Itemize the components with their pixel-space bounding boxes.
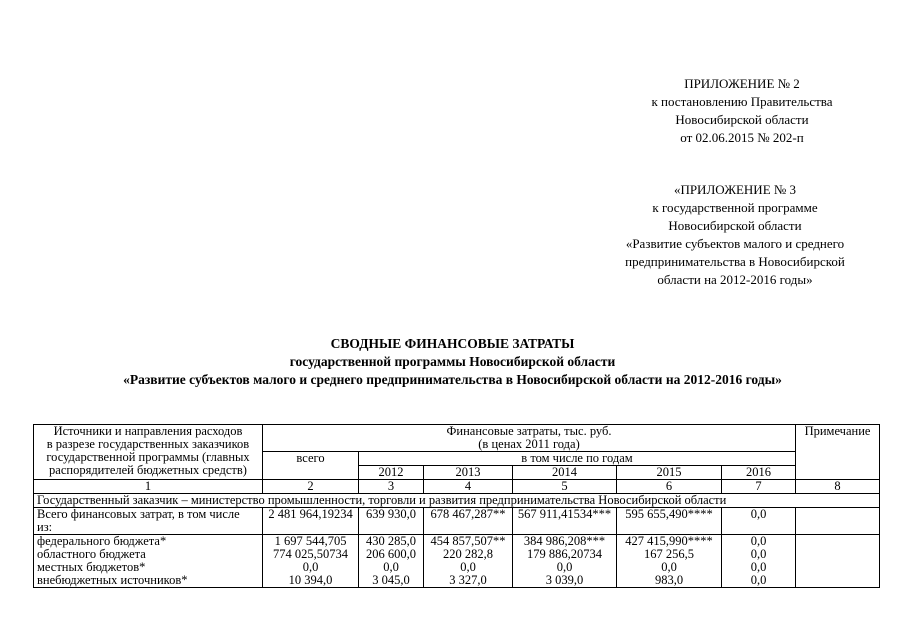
row-label: Всего финансовых затрат, в том числе из: [34, 508, 263, 535]
row-2013: 0,0 [424, 561, 513, 574]
row-2012: 206 600,0 [359, 548, 424, 561]
row-2016: 0,0 [722, 561, 796, 574]
title-line1: СВОДНЫЕ ФИНАНСОВЫЕ ЗАТРАТЫ [330, 336, 575, 351]
row-label: местных бюджетов* [34, 561, 263, 574]
row-2013: 220 282,8 [424, 548, 513, 561]
row-total: 10 394,0 [263, 574, 359, 588]
row-note [796, 535, 880, 549]
row-2012: 639 930,0 [359, 508, 424, 535]
row-2016: 0,0 [722, 548, 796, 561]
col-number: 3 [359, 480, 424, 494]
row-2016: 0,0 [722, 535, 796, 549]
row-2013: 3 327,0 [424, 574, 513, 588]
header-year-2013: 2013 [424, 466, 513, 480]
program-appendix-line4: «Развитие субъектов малого и среднего [625, 236, 845, 251]
row-2015: 595 655,490**** [617, 508, 722, 535]
col-number: 8 [796, 480, 880, 494]
row-2016: 0,0 [722, 508, 796, 535]
row-2015: 167 256,5 [617, 548, 722, 561]
header-sources: Источники и направления расходов в разрезе государственных заказчиков государственной программы (главных распорядителей бюджетных средств) [34, 425, 263, 480]
row-2012: 0,0 [359, 561, 424, 574]
row-label: федерального бюджета* [34, 535, 263, 549]
row-note [796, 574, 880, 588]
header-costs: Финансовые затраты, тыс. руб. (в ценах 2011 года) [263, 425, 796, 452]
row-total: 0,0 [263, 561, 359, 574]
row-total: 2 481 964,19234 [263, 508, 359, 535]
row-2014: 3 039,0 [513, 574, 617, 588]
col-number: 5 [513, 480, 617, 494]
header-note: Примечание [796, 425, 880, 480]
row-2013: 454 857,507** [424, 535, 513, 549]
title-line2: государственной программы Новосибирской области [289, 354, 616, 369]
row-total: 1 697 544,705 [263, 535, 359, 549]
table-row [34, 561, 880, 574]
row-note [796, 508, 880, 535]
row-2014: 384 986,208*** [513, 535, 617, 549]
row-total: 774 025,50734 [263, 548, 359, 561]
appendix-number: ПРИЛОЖЕНИЕ № 2 [684, 76, 800, 91]
row-note [796, 548, 880, 561]
appendix-to-decree: к постановлению Правительства [651, 94, 833, 109]
table-row [34, 574, 880, 588]
header-year-2016: 2016 [722, 466, 796, 480]
col-number: 6 [617, 480, 722, 494]
header-total: всего [263, 452, 359, 480]
row-2014: 179 886,20734 [513, 548, 617, 561]
program-appendix-header [590, 181, 880, 289]
customer-row: Государственный заказчик – министерство промышленности, торговли и развития предпринимательства Новосибирской области [34, 494, 880, 508]
header-year-2014: 2014 [513, 466, 617, 480]
row-2012: 430 285,0 [359, 535, 424, 549]
row-2016: 0,0 [722, 574, 796, 588]
col-number: 4 [424, 480, 513, 494]
table-row [34, 548, 880, 561]
document-title [0, 335, 905, 389]
row-2014: 0,0 [513, 561, 617, 574]
header-year-2015: 2015 [617, 466, 722, 480]
title-line3: «Развитие субъектов малого и среднего предпринимательства в Новосибирской области на 2012-2016 годы» [123, 372, 782, 387]
appendix-region: Новосибирской области [675, 112, 809, 127]
table-row [34, 535, 880, 549]
program-appendix-line5: предпринимательства в Новосибирской [625, 254, 845, 269]
row-label: областного бюджета [34, 548, 263, 561]
appendix-date: от 02.06.2015 № 202-п [680, 130, 804, 145]
program-appendix-line6: области на 2012-2016 годы» [657, 272, 813, 287]
table-row [34, 508, 880, 535]
row-2013: 678 467,287** [424, 508, 513, 535]
col-number: 7 [722, 480, 796, 494]
row-2014: 567 911,41534*** [513, 508, 617, 535]
header-year-2012: 2012 [359, 466, 424, 480]
row-2015: 983,0 [617, 574, 722, 588]
decree-appendix-header [612, 75, 872, 147]
program-appendix-number: «ПРИЛОЖЕНИЕ № 3 [673, 182, 797, 197]
row-2012: 3 045,0 [359, 574, 424, 588]
row-2015: 0,0 [617, 561, 722, 574]
row-note [796, 561, 880, 574]
financial-costs-table [33, 424, 880, 588]
col-number: 1 [34, 480, 263, 494]
row-label: внебюджетных источников* [34, 574, 263, 588]
program-appendix-line2: к государственной программе [652, 200, 818, 215]
program-appendix-line3: Новосибирской области [668, 218, 802, 233]
row-2015: 427 415,990**** [617, 535, 722, 549]
header-by-years: в том числе по годам [359, 452, 796, 466]
col-number: 2 [263, 480, 359, 494]
